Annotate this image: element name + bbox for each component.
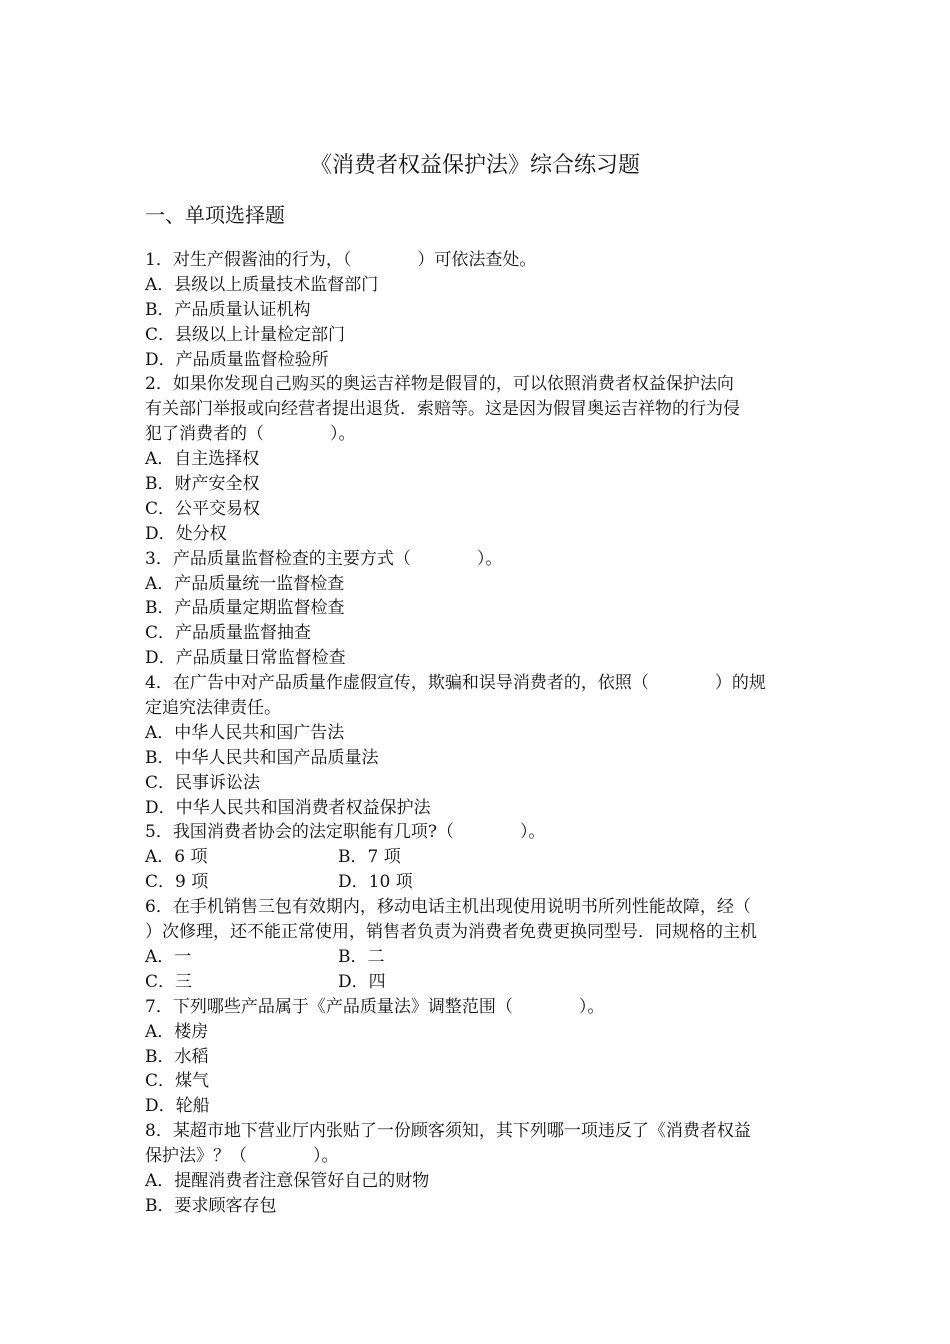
question-4-option-b: B．中华人民共和国产品质量法 [145,747,379,768]
question-2-stem-line-1: 2．如果你发现自己购买的奥运吉祥物是假冒的，可以依照消费者权益保护法向 [145,374,734,395]
question-5-stem: 5．我国消费者协会的法定职能有几项?（ ）。 [145,822,546,843]
question-2-option-c: C．公平交易权 [145,498,261,519]
question-4-stem-line-1: 4．在广告中对产品质量作虚假宣传，欺骗和误导消费者的，依照（ ）的规 [145,673,766,694]
question-5-option-a: A．6 项 [145,847,208,868]
question-2-option-b: B．财产安全权 [145,474,260,495]
question-7-stem: 7．下列哪些产品属于《产品质量法》调整范围（ ）。 [145,996,605,1017]
question-1-option-c: C．县级以上计量检定部门 [145,324,346,345]
question-3-option-d: D．产品质量日常监督检查 [145,648,346,669]
question-1-option-a: A．县级以上质量技术监督部门 [145,274,379,295]
question-8-option-b: B．要求顾客存包 [145,1195,277,1216]
question-5-option-d: D．10 项 [338,872,413,893]
question-3-stem: 3．产品质量监督检查的主要方式（ ）。 [145,548,503,569]
question-1-option-b: B．产品质量认证机构 [145,299,311,320]
question-3-option-c: C．产品质量监督抽查 [145,623,312,644]
question-2-stem-line-3: 犯了消费者的（ ）。 [145,424,356,445]
question-2-stem-line-2: 有关部门举报或向经营者提出退货．索赔等。这是因为假冒奥运吉祥物的行为侵 [145,399,740,420]
question-3-option-b: B．产品质量定期监督检查 [145,598,345,619]
question-5-options-row-1 [145,845,810,870]
question-1-option-d: D．产品质量监督检验所 [145,349,329,370]
question-5-option-b: B．7 项 [338,847,401,868]
question-6-stem-line-2: ）次修理，还不能正常使用，销售者负责为消费者免费更换同型号．同规格的主机 [145,922,757,943]
question-2-option-a: A．自主选择权 [145,449,260,470]
question-6-stem-line-1: 6．在手机销售三包有效期内，移动电话主机出现使用说明书所列性能故障，经（ [145,897,751,918]
question-4-option-d: D．中华人民共和国消费者权益保护法 [145,797,431,818]
document-title: 《消费者权益保护法》综合练习题 [309,153,640,178]
question-7-option-a: A．楼房 [145,1021,209,1042]
question-2-option-d: D．处分权 [145,523,227,544]
question-1-stem: 1．对生产假酱油的行为，（ ）可依法查处。 [145,250,537,270]
question-6-option-a: A．一 [145,946,192,967]
question-4-stem-line-2: 定追究法律责任。 [145,698,281,719]
question-3-option-a: A．产品质量统一监督检查 [145,573,345,594]
question-4-option-c: C．民事诉讼法 [145,772,261,793]
section-heading: 一、单项选择题 [145,203,285,227]
question-list [145,248,810,1219]
question-6-option-d: D．四 [338,971,386,992]
question-6-option-b: B．二 [338,946,385,967]
question-8-stem-line-2: 保护法》？（ ）。 [145,1146,339,1167]
question-6-option-c: C．三 [145,971,193,992]
question-5-option-c: C．9 项 [145,872,209,893]
question-8-stem-line-1: 8．某超市地下营业厅内张贴了一份顾客须知，其下列哪一项违反了《消费者权益 [145,1121,751,1142]
question-4-option-a: A．中华人民共和国广告法 [145,722,345,743]
question-8-option-a: A．提醒消费者注意保管好自己的财物 [145,1170,430,1191]
question-6-options-row-1 [145,945,810,970]
question-7-option-b: B．水稻 [145,1046,209,1067]
question-6-options-row-2 [145,970,810,995]
question-7-option-c: C．煤气 [145,1071,210,1092]
question-5-options-row-2 [145,870,810,895]
question-7-option-d: D．轮船 [145,1096,210,1117]
